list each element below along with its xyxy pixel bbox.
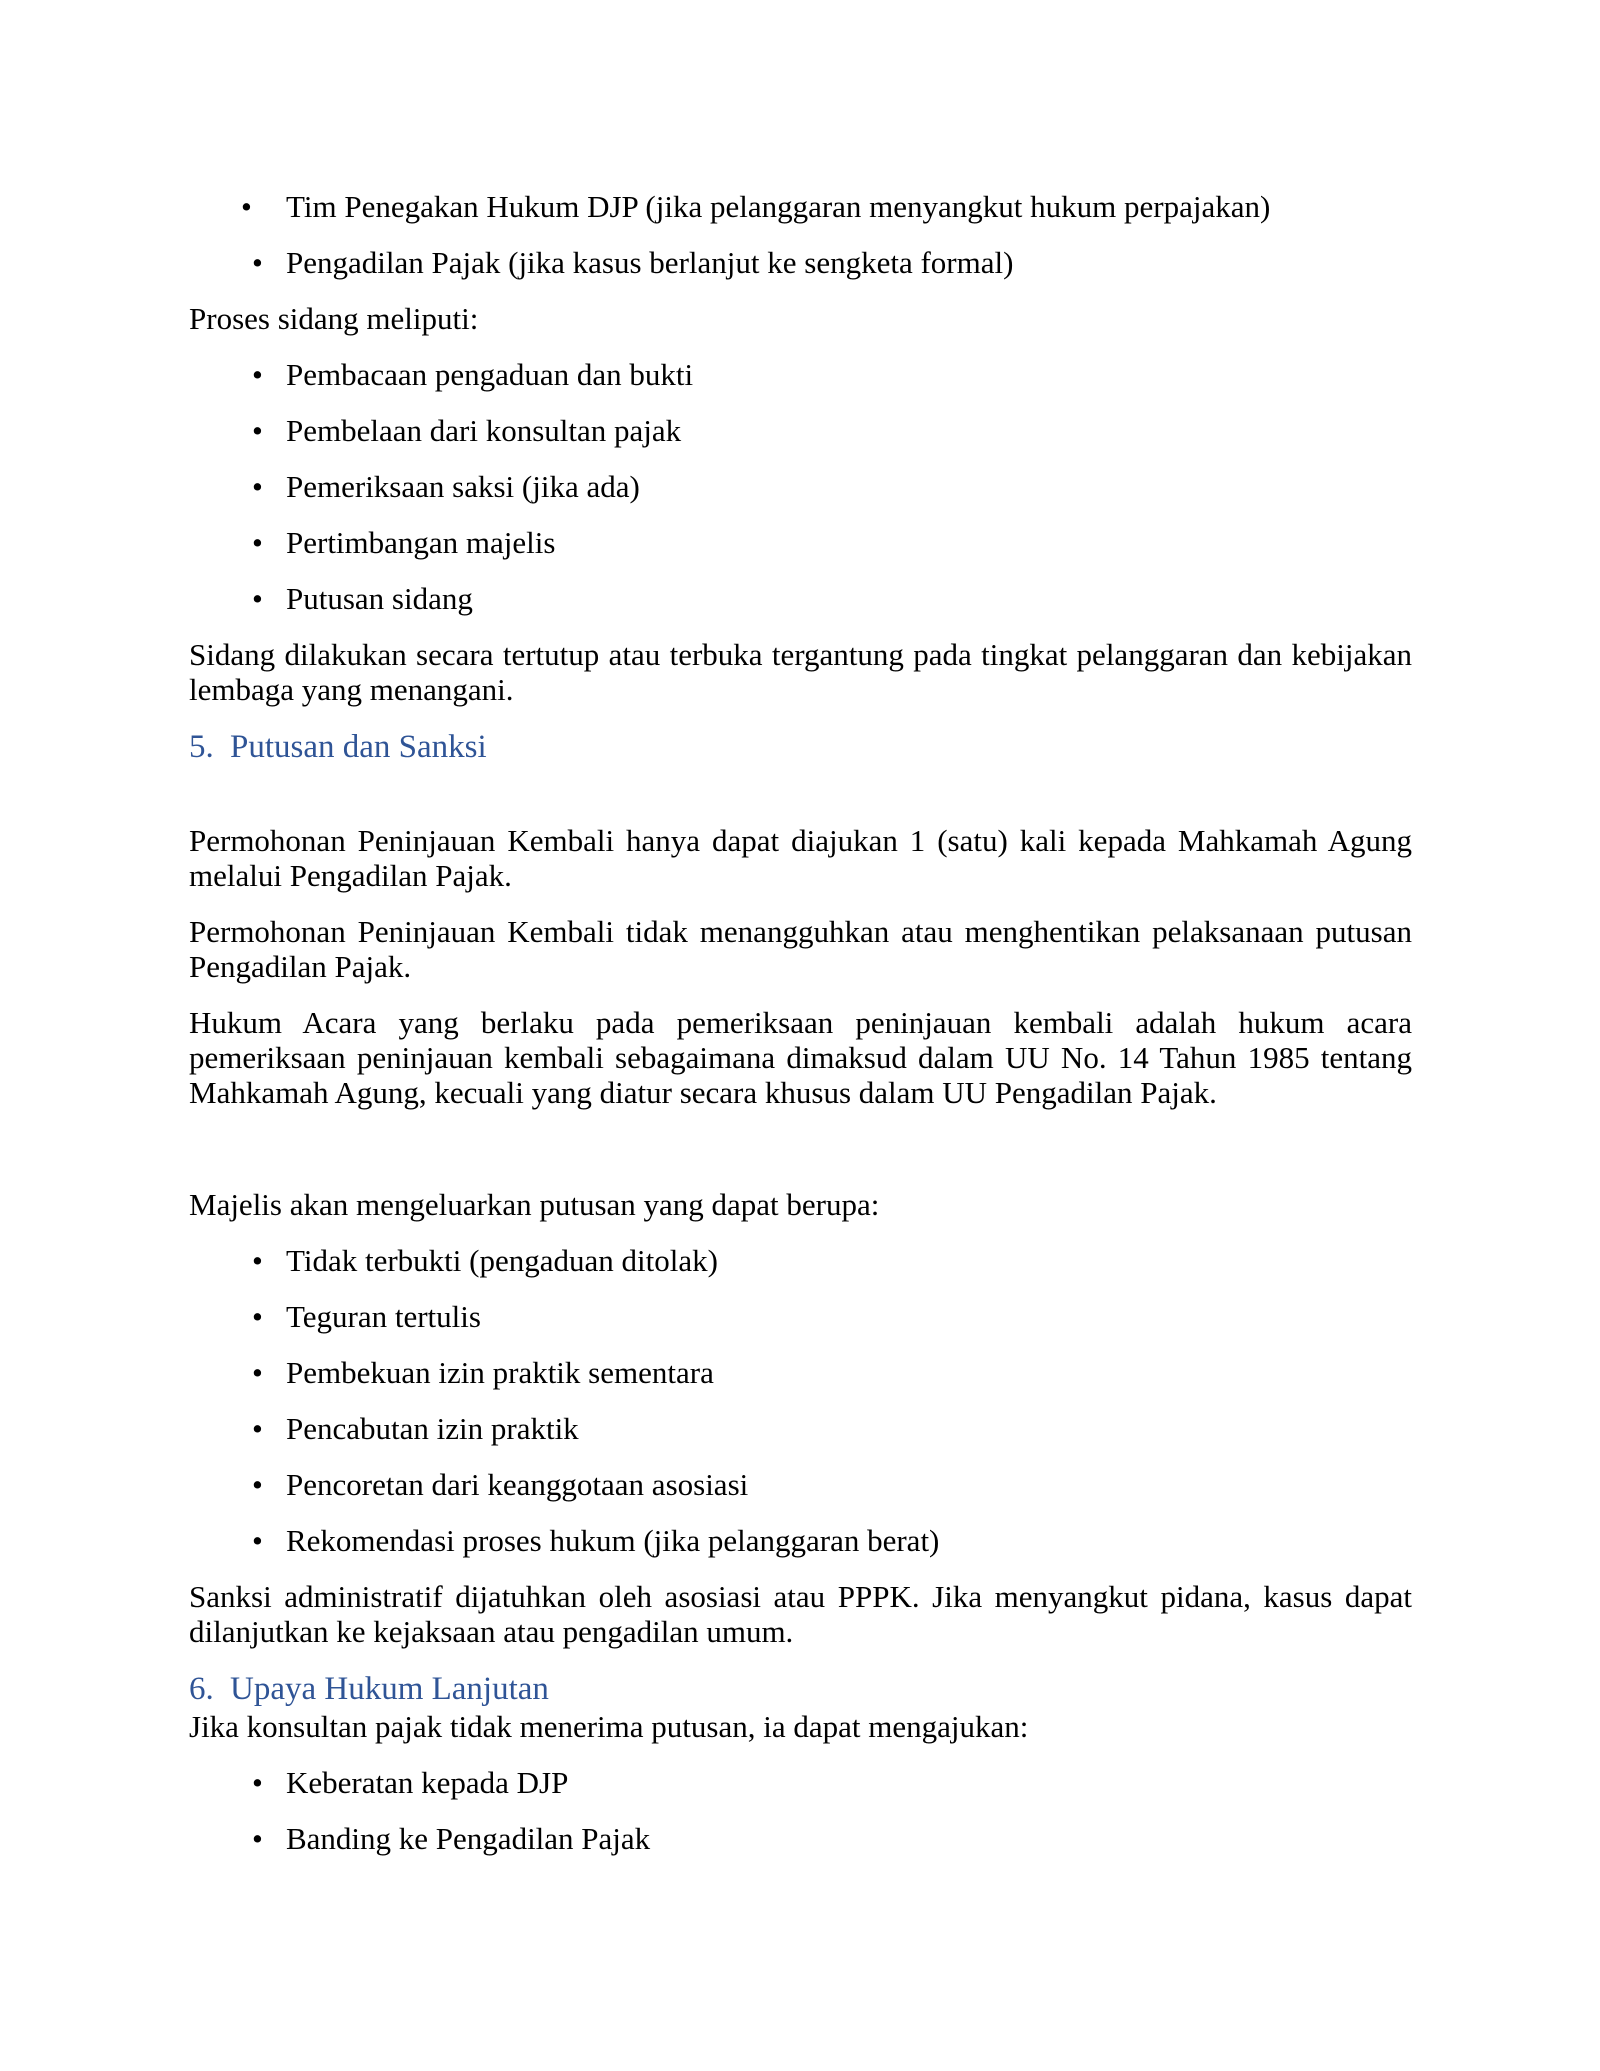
list-item	[189, 469, 1412, 504]
list-item-text: Banding ke Pengadilan Pajak	[286, 1821, 651, 1856]
bullet-icon: •	[252, 581, 263, 616]
list-item	[189, 1355, 1412, 1390]
bullet-icon: •	[252, 469, 263, 504]
blank-line	[189, 767, 1412, 823]
list-item	[189, 1299, 1412, 1334]
list-item	[189, 1411, 1412, 1446]
list-item	[189, 1523, 1412, 1558]
bullet-icon: •	[252, 525, 263, 560]
bullet-list-upaya	[189, 1765, 1412, 1856]
blank-line	[189, 1131, 1412, 1187]
list-item	[189, 1243, 1412, 1278]
paragraph-sanksi-administratif: Sanksi administratif dijatuhkan oleh asosiasi atau PPPK. Jika menyangkut pidana, kasus dapat dilanjutkan ke kejaksaan atau pengadilan umum.	[189, 1579, 1412, 1649]
list-item-text: Tidak terbukti (pengaduan ditolak)	[286, 1243, 718, 1278]
list-item	[189, 1467, 1412, 1502]
list-item-text: Pencabutan izin praktik	[286, 1411, 579, 1446]
bullet-icon: •	[252, 413, 263, 448]
list-item	[189, 357, 1412, 392]
bullet-icon: •	[252, 1299, 263, 1334]
list-item-text: Pembacaan pengaduan dan bukti	[286, 357, 694, 392]
paragraph-peninjauan-kembali-2: Permohonan Peninjauan Kembali tidak menangguhkan atau menghentikan pelaksanaan putusan Pengadilan Pajak.	[189, 914, 1412, 984]
section-heading-putusan-dan-sanksi	[189, 728, 1412, 766]
bullet-icon: •	[252, 1765, 263, 1800]
list-item	[189, 413, 1412, 448]
paragraph-majelis-putusan: Majelis akan mengeluarkan putusan yang dapat berupa:	[189, 1187, 880, 1222]
bullet-icon: •	[252, 1243, 263, 1278]
list-item-text: Putusan sidang	[286, 581, 473, 616]
paragraph-proses-sidang: Proses sidang meliputi:	[189, 301, 479, 336]
list-item-text: Pemeriksaan saksi (jika ada)	[286, 469, 640, 504]
bullet-icon: •	[252, 1523, 263, 1558]
bullet-list-putusan	[189, 1243, 1412, 1558]
list-item	[189, 245, 1412, 280]
bullet-list-lembaga	[189, 189, 1412, 280]
heading-number: 6.	[189, 1671, 214, 1707]
list-item-text: Pencoretan dari keanggotaan asosiasi	[286, 1467, 749, 1502]
paragraph-jika-konsultan: Jika konsultan pajak tidak menerima putusan, ia dapat mengajukan:	[189, 1709, 1029, 1744]
list-item-text: Pembekuan izin praktik sementara	[286, 1355, 714, 1390]
section-heading-upaya-hukum-lanjutan	[189, 1670, 1412, 1708]
heading-number: 5.	[189, 729, 214, 765]
list-item	[189, 581, 1412, 616]
bullet-icon: •	[252, 1411, 263, 1446]
list-item	[189, 525, 1412, 560]
list-item-text: Teguran tertulis	[286, 1299, 481, 1334]
list-item	[189, 1765, 1412, 1800]
bullet-icon: •	[252, 1467, 263, 1502]
list-item	[189, 189, 1412, 224]
paragraph-hukum-acara: Hukum Acara yang berlaku pada pemeriksaan peninjauan kembali adalah hukum acara pemeriksaan peninjauan kembali sebagaimana dimaksud dalam UU No. 14 Tahun 1985 tentang Mahkamah Agung, kecuali yang diatur secara khusus dalam UU Pengadilan Pajak.	[189, 1005, 1412, 1110]
list-item-text: Pertimbangan majelis	[286, 525, 556, 560]
heading-text: Putusan dan Sanksi	[230, 729, 487, 765]
bullet-icon: •	[241, 189, 252, 224]
list-item-text: Pembelaan dari konsultan pajak	[286, 413, 682, 448]
list-item	[189, 1821, 1412, 1856]
heading-text: Upaya Hukum Lanjutan	[230, 1671, 549, 1707]
bullet-icon: •	[252, 1821, 263, 1856]
bullet-list-proses-sidang	[189, 357, 1412, 616]
list-item-text: Pengadilan Pajak (jika kasus berlanjut ke sengketa formal)	[286, 245, 1014, 280]
bullet-icon: •	[252, 1355, 263, 1390]
bullet-icon: •	[252, 245, 263, 280]
list-item-text: Rekomendasi proses hukum (jika pelanggaran berat)	[286, 1523, 940, 1558]
bullet-icon: •	[252, 357, 263, 392]
paragraph-sidang-dilakukan: Sidang dilakukan secara tertutup atau terbuka tergantung pada tingkat pelanggaran dan kebijakan lembaga yang menangani.	[189, 637, 1412, 707]
list-item-text: Tim Penegakan Hukum DJP (jika pelanggaran menyangkut hukum perpajakan)	[286, 189, 1271, 224]
paragraph-peninjauan-kembali-1: Permohonan Peninjauan Kembali hanya dapat diajukan 1 (satu) kali kepada Mahkamah Agung melalui Pengadilan Pajak.	[189, 823, 1412, 893]
list-item-text: Keberatan kepada DJP	[286, 1765, 569, 1800]
